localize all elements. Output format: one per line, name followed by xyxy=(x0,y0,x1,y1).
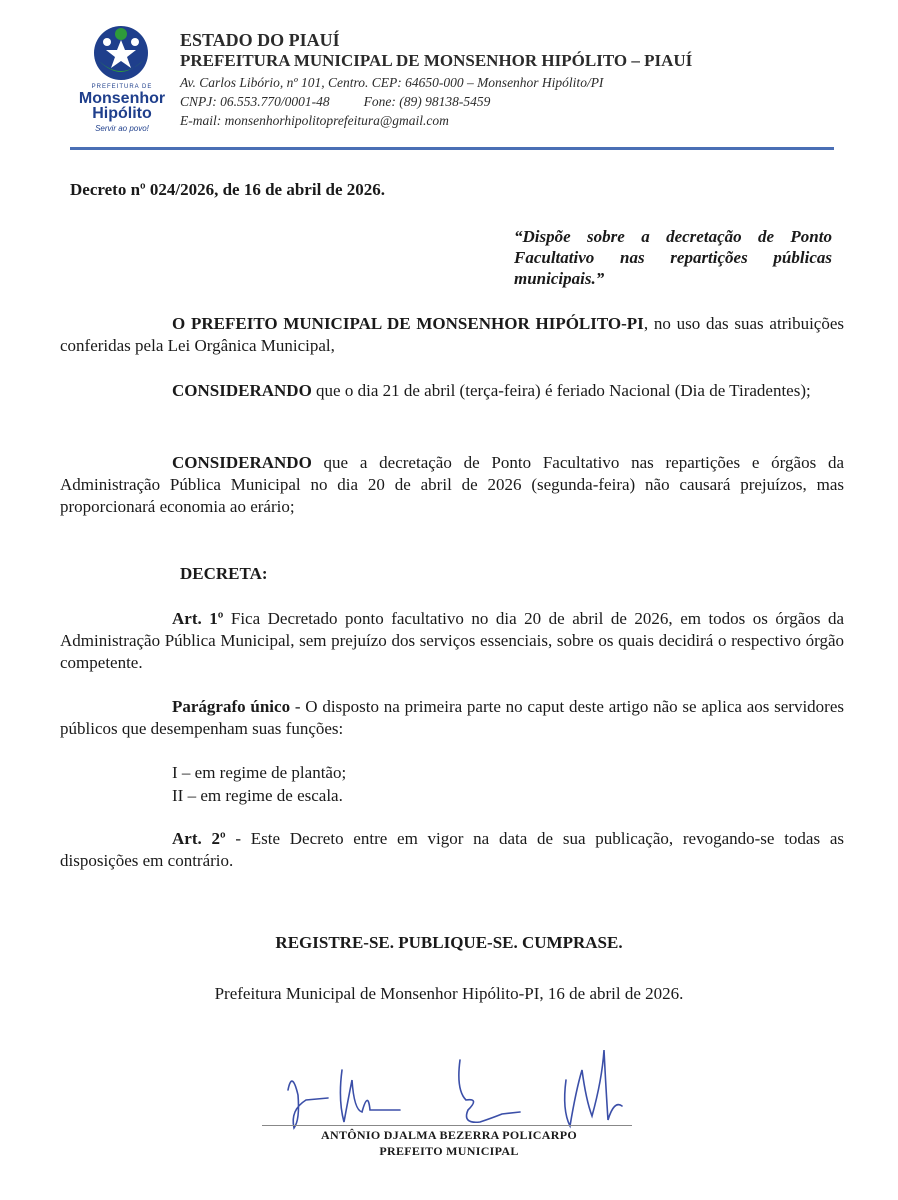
decree-ementa: “Dispõe sobre a decretação de Ponto Facultativo nas repartições públicas municipais.” xyxy=(514,227,832,288)
star-people-icon xyxy=(90,20,152,82)
signature-line xyxy=(262,1125,632,1126)
inciso-1: I – em regime de plantão; xyxy=(172,763,347,782)
logo-name-line1: Monsenhor xyxy=(78,90,166,107)
cnpj: CNPJ: 06.553.770/0001-48 xyxy=(180,94,330,109)
preamble-paragraph xyxy=(60,313,844,357)
considerando-1 xyxy=(60,380,844,402)
prefecture-title: PREFEITURA MUNICIPAL DE MONSENHOR HIPÓLITO – PIAUÍ xyxy=(180,51,693,70)
registre-publique: REGISTRE-SE. PUBLIQUE-SE. CUMPRASE. xyxy=(275,933,623,952)
address-line: Av. Carlos Libório, nº 101, Centro. CEP: 64650-000 – Monsenhor Hipólito/PI xyxy=(180,75,604,90)
paragrafo-unico xyxy=(60,696,844,740)
article-2-label: Art. 2º xyxy=(172,829,226,848)
considerando-2-text: que a decretação de Ponto Facultativo nas repartições e órgãos da Administração Pública Municipal no dia 20 de abril de 2026 (segunda-feira) não causará prejuízos, mas proporcionará economia ao erário; xyxy=(60,453,844,516)
article-1-label: Art. 1º xyxy=(172,609,224,628)
article-2-text: - Este Decreto entre em vigor na data de sua publicação, revogando-se todas as disposições em contrário. xyxy=(60,829,844,870)
decree-title: Decreto nº 024/2026, de 16 de abril de 2026. xyxy=(70,180,386,199)
article-2 xyxy=(60,828,844,872)
considerando-1-text: que o dia 21 de abril (terça-feira) é feriado Nacional (Dia de Tiradentes); xyxy=(311,381,811,400)
logo-slogan: Servir ao povo! xyxy=(95,124,149,133)
preamble-text: , no uso das suas atribuições conferidas pela Lei Orgânica Municipal, xyxy=(60,314,845,355)
logo-name-line2: Hipólito xyxy=(92,105,152,122)
preamble-bold: O PREFEITO MUNICIPAL DE MONSENHOR HIPÓLITO-PI xyxy=(172,314,644,333)
considerando-2 xyxy=(60,452,844,518)
article-1 xyxy=(60,608,844,674)
municipality-logo xyxy=(70,20,170,140)
contact-line xyxy=(180,94,490,110)
decreta-heading: DECRETA: xyxy=(180,564,268,583)
considerando-1-bold: CONSIDERANDO xyxy=(172,381,312,400)
paragrafo-unico-label: Parágrafo único xyxy=(172,697,291,716)
state-title: ESTADO DO PIAUÍ xyxy=(180,30,340,50)
place-and-date: Prefeitura Municipal de Monsenhor Hipólito-PI, 16 de abril de 2026. xyxy=(214,984,684,1003)
header-divider xyxy=(70,147,834,150)
article-1-text: Fica Decretado ponto facultativo no dia 20 de abril de 2026, em todos os órgãos da Administração Pública Municipal, sem prejuízo dos serviços essenciais, sobre os quais decidirá o respectivo órgão competente. xyxy=(60,609,844,672)
logo-prefeitura-label: PREFEITURA DE xyxy=(91,84,153,90)
email-line: E-mail: monsenhorhipolitoprefeitura@gmail.com xyxy=(180,113,449,128)
paragrafo-unico-text: - O disposto na primeira parte no caput deste artigo não se aplica aos servidores públicos que desempenham suas funções: xyxy=(60,697,844,738)
inciso-2: II – em regime de escala. xyxy=(172,786,343,805)
signer-name: ANTÔNIO DJALMA BEZERRA POLICARPO xyxy=(321,1128,577,1142)
considerando-2-bold: CONSIDERANDO xyxy=(172,453,312,472)
signer-role: PREFEITO MUNICIPAL xyxy=(379,1144,519,1158)
phone: Fone: (89) 98138-5459 xyxy=(363,94,491,109)
